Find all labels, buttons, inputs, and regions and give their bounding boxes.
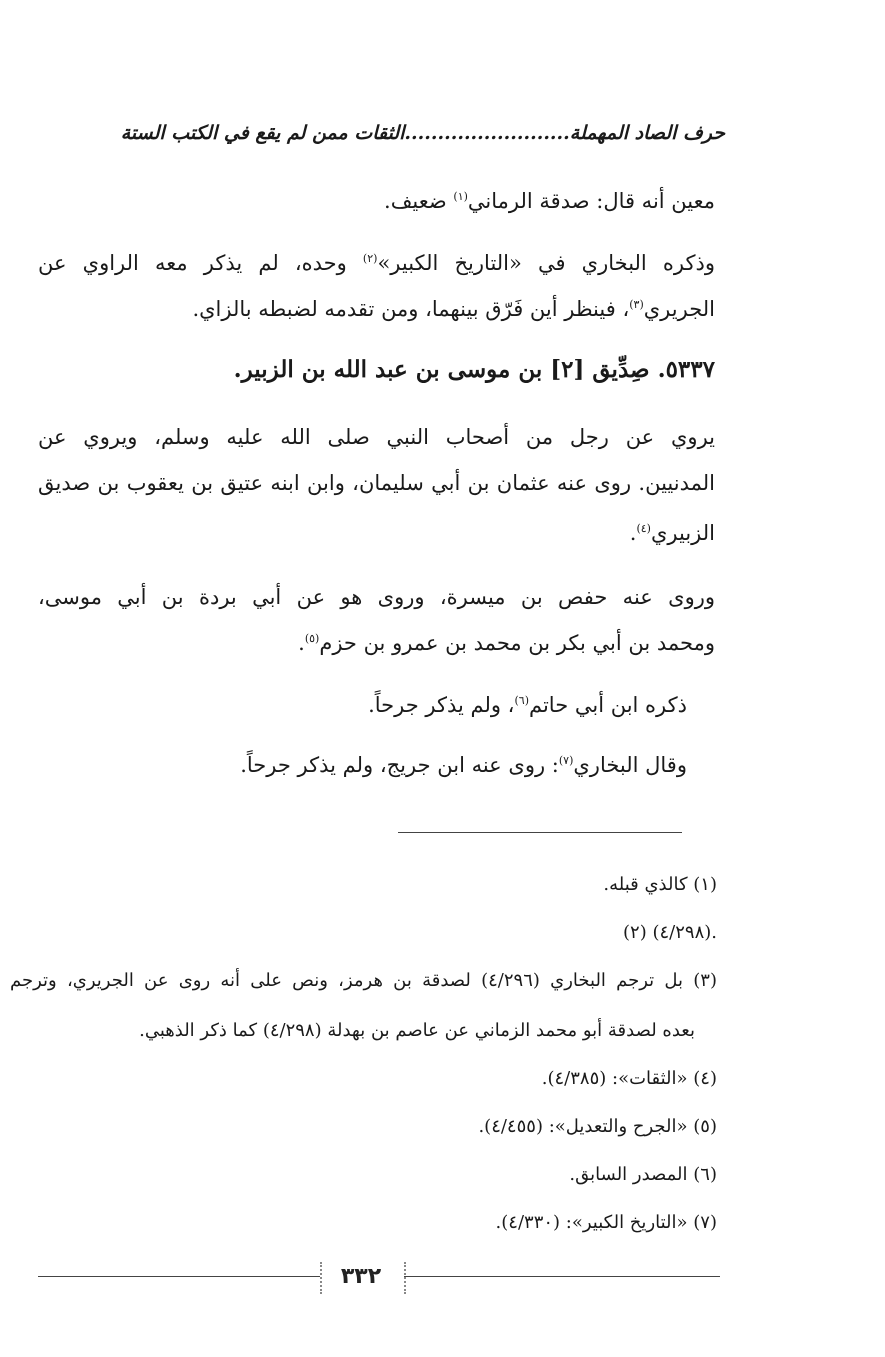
- text: ، ولم يذكر جرحاً.: [368, 693, 515, 717]
- footnote: (٦) المصدر السابق.: [569, 1164, 717, 1185]
- footnote-ref: (١): [453, 190, 468, 203]
- paragraph-line: [38, 248, 715, 278]
- text: .: [629, 521, 637, 545]
- footnote-ref: (٥): [304, 632, 320, 645]
- footnote-ref: (٣): [629, 298, 644, 311]
- text: ومحمد بن أبي بكر بن محمد بن عمرو بن حزم: [319, 631, 715, 655]
- text: وذكره البخاري في «التاريخ الكبير»: [377, 251, 715, 275]
- text: الجريري: [643, 297, 715, 321]
- text: : روى عنه ابن جريج، ولم يذكر جرحاً.: [240, 753, 559, 777]
- text: ، فينظر أين فَرّق بينهما، ومن تقدمه لضبطه بالزاي.: [192, 297, 630, 321]
- paragraph-line: يروي عن رجل من أصحاب النبي صلى الله عليه وسلم، ويروي عن: [38, 425, 715, 449]
- text: الزبيري: [650, 521, 715, 545]
- paragraph-line: [384, 186, 715, 216]
- page-number: ٣٣٢: [340, 1264, 382, 1289]
- footer-rule-left: [38, 1276, 320, 1277]
- footnote-separator: [398, 832, 682, 833]
- text: ضعيف.: [384, 189, 454, 213]
- footnote-ref: (٦): [514, 694, 529, 707]
- text: معين أنه قال: صدقة الرماني: [467, 189, 715, 213]
- paragraph-line: [240, 750, 687, 780]
- footnote: بعده لصدقة أبو محمد الزماني عن عاصم بن بهدلة (٤/٢٩٨) كما ذكر الذهبي.: [139, 1020, 695, 1041]
- paragraph-line: [192, 294, 715, 324]
- footnote-ref: (٢): [362, 252, 378, 265]
- paragraph-line: [630, 518, 715, 548]
- footnote: (١) كالذي قبله.: [603, 874, 717, 895]
- paragraph-line: [298, 628, 715, 658]
- paragraph-line: وروى عنه حفص بن ميسرة، وروى هو عن أبي بردة بن أبي موسى،: [38, 585, 715, 609]
- footnote: (٣) بل ترجم البخاري (٤/٢٩٦) لصدقة بن هرمز، ونص على أنه روى عن الجريري، وترجم: [10, 970, 717, 991]
- footnote: (٤) «الثقات»: (٤/٣٨٥).: [541, 1068, 717, 1089]
- footnote-ref: (٤): [636, 522, 651, 535]
- footnote: (٧) «التاريخ الكبير»: (٤/٣٣٠).: [495, 1212, 717, 1233]
- entry-heading: ٥٣٣٧. صِدِّيق [٢] بن موسى بن عبد الله بن الزبير.: [233, 356, 715, 383]
- footnote-ref: (٧): [558, 754, 574, 767]
- paragraph-line: [368, 690, 687, 720]
- text: وقال البخاري: [573, 753, 687, 777]
- footnote: (٢) (٤/٢٩٨).: [623, 922, 717, 943]
- paragraph-line: المدنيين. روى عنه عثمان بن أبي سليمان، وابن ابنه عتيق بن يعقوب بن صديق: [38, 471, 715, 495]
- footer-rule-right: [404, 1276, 720, 1277]
- running-head: حرف الصاد المهملة.........................الثقات ممن لم يقع في الكتب الستة: [120, 122, 725, 144]
- footnote: (٥) «الجرح والتعديل»: (٤/٤٥٥).: [478, 1116, 717, 1137]
- text: .: [298, 631, 305, 655]
- text: وحده، لم يذكر معه الراوي عن: [38, 251, 363, 275]
- text: ذكره ابن أبي حاتم: [528, 693, 687, 717]
